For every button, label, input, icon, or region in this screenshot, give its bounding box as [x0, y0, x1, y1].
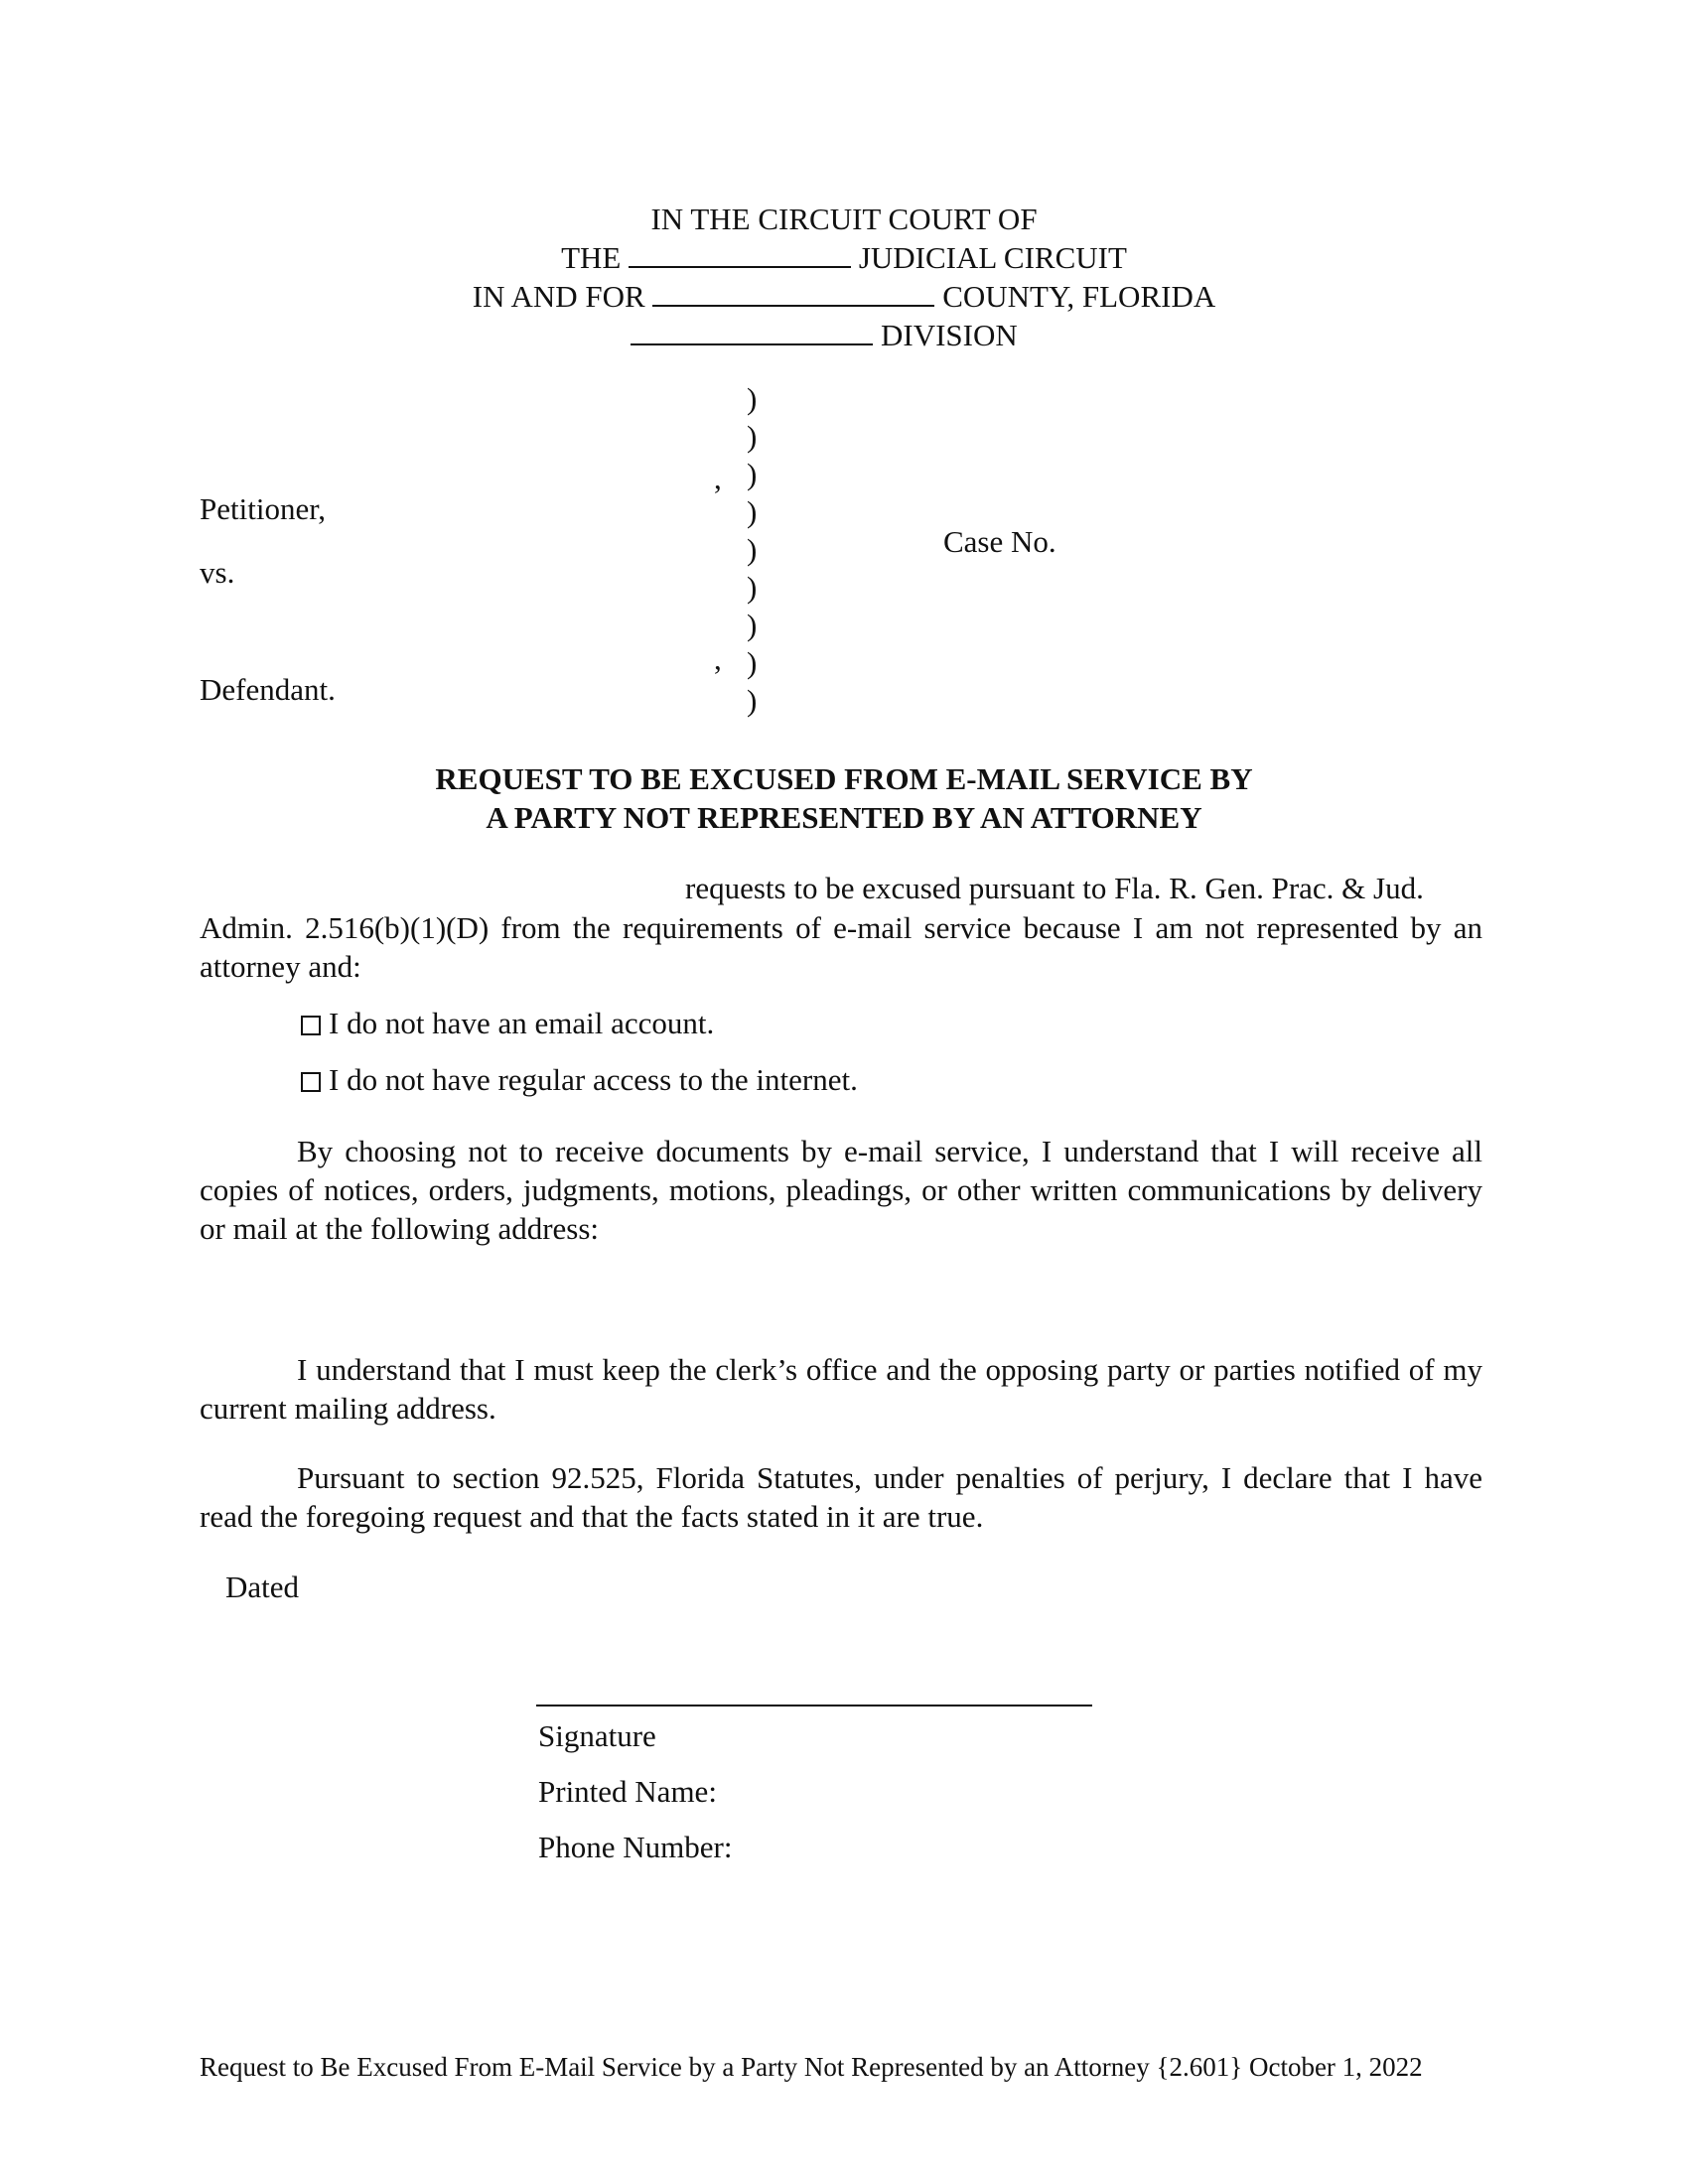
- petitioner-name-comma: ,: [714, 461, 722, 495]
- printed-name-label: Printed Name:: [538, 1774, 717, 1809]
- checkbox-no-internet[interactable]: [301, 1072, 321, 1092]
- signature-label: Signature: [538, 1718, 656, 1753]
- option-no-email[interactable]: I do not have an email account.: [301, 1005, 714, 1041]
- court-caption-line2: THE JUDICIAL CIRCUIT: [561, 240, 1127, 275]
- signature-line[interactable]: [536, 1705, 1092, 1706]
- delivery-paragraph: By choosing not to receive documents by e-mail service, I understand that I will receive all copies of notices, orders, judgments, motions, pleadings, or other written communications by delivery or mail at the following address:: [200, 1134, 1482, 1246]
- court-caption-line1: IN THE CIRCUIT COURT OF: [650, 202, 1038, 236]
- case-number-label: Case No.: [943, 524, 1056, 559]
- address-notice-paragraph: I understand that I must keep the clerk’s office and the opposing party or parties notified of my current mailing address.: [200, 1352, 1482, 1426]
- checkbox-no-email[interactable]: [301, 1016, 321, 1035]
- caption-parentheses: ) ) ) ) ) ) ) ) ): [747, 381, 758, 718]
- petitioner-label: Petitioner,: [200, 491, 327, 526]
- dated-label: Dated: [225, 1570, 300, 1604]
- court-caption-line3: IN AND FOR COUNTY, FLORIDA: [472, 279, 1216, 314]
- versus-label: vs.: [200, 555, 235, 590]
- option-no-internet[interactable]: I do not have regular access to the internet.: [301, 1061, 858, 1098]
- document-title-line2: A PARTY NOT REPRESENTED BY AN ATTORNEY: [486, 800, 1202, 835]
- judicial-circuit-blank[interactable]: [629, 238, 851, 268]
- division-blank[interactable]: [631, 316, 873, 345]
- court-caption-line4: DIVISION: [0, 316, 1668, 354]
- defendant-name-comma: ,: [714, 641, 722, 676]
- page-footer: Request to Be Excused From E-Mail Service by a Party Not Represented by an Attorney {2.601} October 1, 2022: [200, 2052, 1423, 2082]
- intro-paragraph: Admin. 2.516(b)(1)(D) from the requirements of e-mail service because I am not represented by an attorney and:: [200, 910, 1482, 984]
- perjury-declaration-paragraph: Pursuant to section 92.525, Florida Statutes, under penalties of perjury, I declare that I have read the foregoing request and that the facts stated in it are true.: [200, 1460, 1482, 1534]
- phone-number-label: Phone Number:: [538, 1830, 733, 1864]
- document-title-line1: REQUEST TO BE EXCUSED FROM E-MAIL SERVICE BY: [435, 761, 1253, 796]
- intro-first-line: requests to be excused pursuant to Fla. R. Gen. Prac. & Jud.: [685, 871, 1424, 905]
- defendant-label: Defendant.: [200, 672, 336, 707]
- county-blank[interactable]: [652, 277, 934, 307]
